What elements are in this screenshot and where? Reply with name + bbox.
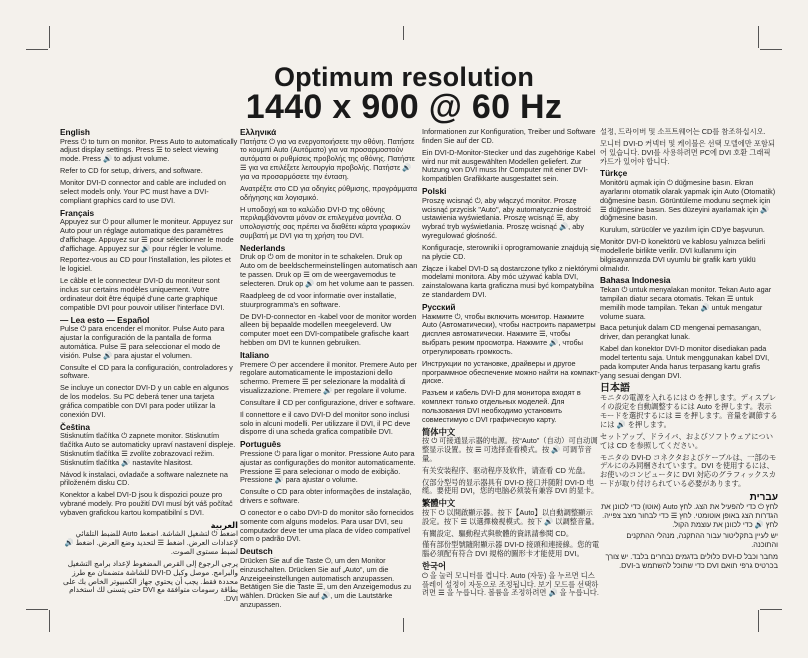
section-heading: Italiano <box>240 349 270 360</box>
paragraph: לחץ ⏻ כדי להפעיל את הצג. לחץ Auto (אוטו) כדי לכוונן את הגדרות הצג באופן אוטומטי. לחץ ☰ כדי לבחור מצב צפייה. לחץ 🔊 כדי לכוונן את עוצמת הקול. <box>601 501 778 529</box>
crop-mark-top-right <box>758 26 759 48</box>
paragraph: Le câble et le connecteur DVI-D du moniteur sont inclus sur certains modèles uniquement. Votre ordinateur doit être équipé d'une carte graphique compatible DVI pour pouvoir utiliser l'interface DVI. <box>60 276 225 312</box>
paragraph: セットアップ、ドライバ、およびソフトウェアについては CD を参照してください。 <box>600 431 774 450</box>
paragraph: Raadpleeg de cd voor informatie over installatie, stuurprogramma's en software. <box>240 290 397 309</box>
paragraph: Ein DVI-D-Monitor-Stecker und das zugehörige Kabel wird nur mit ausgewählten Modellen geliefert. Zur Nutzung von DVI muss Ihr Computer mit einer DVI-kompatiblen Grafikkarte ausgestattet sein. <box>422 147 596 184</box>
paragraph: 설정, 드라이버 및 소프트웨어는 CD를 참조하십시오. <box>600 128 766 136</box>
section-heading: Polski <box>422 186 447 197</box>
paragraph: Baca petunjuk dalam CD mengenai pemasangan, driver, dan perangkat lunak. <box>600 323 762 342</box>
section-heading: 繁體中文 <box>422 498 456 509</box>
paragraph: モニタの DVI-D コネクタおよびケーブルは、一部のモデルにのみ同梱されています。DVI を使用するには、お使いのコンピュータに DVI 対応のグラフィックスカードが取り付けられている必要があります。 <box>600 452 777 489</box>
paragraph: Kurulum, sürücüler ve yazılım için CD'ye başvurun. <box>600 225 765 235</box>
section-heading: العربية <box>210 519 238 530</box>
paragraph: ⏻ 을 눌러 모니터를 켭니다. Auto (자동) 을 누르면 디스플레이 설정이 자동으로 조정됩니다. 보기 모드를 선택하려면 ☰ 을 누릅니다. 볼륨을 조정하려면 🔊 을 누릅니다. <box>422 570 599 598</box>
column-3 <box>422 128 600 648</box>
paragraph: De DVI-D-connector en -kabel voor de monitor worden alleen bij bepaalde modellen meegeleverd. Uw computer moet een DVI-compatibele grafische kaart hebben om DVI te kunnen gebruiken. <box>240 311 417 348</box>
paragraph: Návod k instalaci, ovladače a software naleznete na přiloženém disku CD. <box>60 469 228 488</box>
paragraph: Informationen zur Konfiguration, Treiber und Software finden Sie auf der CD. <box>422 128 596 145</box>
paragraph: Il connettore e il cavo DVI-D del monitor sono inclusi solo in alcuni modelli. Per utilizzare il DVI, il PC deve disporre di una scheda grafica compatibile DVI. <box>240 409 411 437</box>
crop-mark-top-left <box>49 26 50 48</box>
paragraph: モニタの電源を入れるには ⏻ を押します。ディスプレイの設定を自動調整するには Auto を押します。表示モードを選択するには ☰ を押します。音量を調節するには 🔊 を押します。 <box>600 393 778 429</box>
paragraph: Monitör DVI-D konektörü ve kablosu yalnızca belirli modellerle birlikte verilir. DVI kullanımı için bilgisayarınızda DVI uyumlu bir grafik kartı yüklü olmalıdır. <box>600 237 766 273</box>
paragraph: Πατήστε ⏻ για να ενεργοποιήσετε την οθόνη. Πατήστε το κουμπί Auto (Αυτόματο) για να προσαρμοστούν αυτόματα οι ρυθμίσεις προβολής της οθόνης. Πατήστε ☰ για να επιλέξετε λειτουργία προβολής. Πατήστε 🔊 για να προσαρμόσετε την ένταση. <box>240 136 415 181</box>
section-heading: Čeština <box>60 421 90 432</box>
crop-mark-bottom-left-h <box>26 609 48 610</box>
paragraph: 有關設定、驅動程式與軟體的資訊請參閱 CD。 <box>422 528 574 538</box>
paragraph: يرجى الرجوع إلى القرص المضغوط لإعداد برامج التشغيل والبرامج. موصل وكبل DVI-D للشاشة متضمنان مع طرز محددة فقط. يجب أن يحتوي جهاز الكمبيوتر الخاص بك على بطاقة رسومات متوافقة مع DVI حتى يتسنى لك استخدام DVI. <box>62 558 238 604</box>
paragraph: Ανατρέξτε στο CD για οδηγίες ρύθμισης, προγράμματα οδήγησης και λογισμικό. <box>240 183 418 202</box>
paragraph: Press ⏻ to turn on monitor. Press Auto to automatically adjust display settings. Press ☰ to select viewing mode. Press 🔊 to adjust volume. <box>60 136 238 164</box>
paragraph: Stisknutím tlačítka ⏻ zapnete monitor. Stisknutím tlačítka Auto se automaticky upraví nastavení displeje. Stisknutím tlačítka ☰ zvolíte zobrazovací režim. Stisknutím tlačítka 🔊 nastavíte hlasitost. <box>60 431 236 467</box>
column-1 <box>60 128 238 648</box>
section-heading: English <box>60 128 90 137</box>
crop-mark-bottom-left <box>49 610 50 632</box>
section-heading: Français <box>60 207 95 218</box>
paragraph: 모니터 DVI-D 커넥터 및 케이블은 선택 모델에만 포함되어 있습니다. DVI를 사용하려면 PC에 DVI 호환 그래픽 카드가 있어야 합니다. <box>600 138 776 166</box>
paragraph: Разъем и кабель DVI-D для монитора входят в комплект только отдельных моделей. Для пользования DVI необходимо установить совместимую с DVI графическую карту. <box>422 388 581 424</box>
paragraph: Pulse ⏻ para encender el monitor. Pulse Auto para ajustar la configuración de la pantalla de forma automática. Pulse ☰ para seleccionar el modo de visión. Pulse 🔊 para ajustar el volumen. <box>60 324 225 360</box>
paragraph: 有关安装程序、驱动程序及软件，请查看 CD 光盘。 <box>422 465 590 475</box>
paragraph: Monitörü açmak için ⏻ düğmesine basın. Ekran ayarlarını otomatik olarak yapmak için Auto (Otomatik) düğmesine basın. Görüntüleme modunu seçmek için ☰ düğmesine basın. Ses düzeyini ayarlamak için 🔊 düğmesine basın. <box>600 177 776 223</box>
paragraph: Инструкции по установке, драйверы и другое программное обеспечение можно найти на компакт-диске. <box>422 358 600 386</box>
paragraph: Premere ⏻ per accendere il monitor. Premere Auto per regolare automaticamente le impostazioni dello schermo. Premere ☰ per selezionare la modalità di visualizzazione. Premere 🔊 per regolare il volume. <box>240 359 417 396</box>
paragraph: 仅部分型号的显示器具有 DVI-D 接口并随附 DVI-D 电缆。要使用 DVI，您的电脑必须装有兼容 DVI 的显卡。 <box>422 477 599 496</box>
section-heading: 简体中文 <box>422 426 456 437</box>
paragraph: Consulte o CD para obter informações de instalação, drivers e software. <box>240 487 412 506</box>
section-heading: 日本語 <box>600 383 630 395</box>
paragraph: מחבר וכבל DVI-D כלולים בדגמים נבחרים בלבד. יש צורך בכרטיס גרפי תואם DVI כדי שתוכל להשתמש ב-DVI. <box>605 552 778 570</box>
paragraph: Konektor a kabel DVI-D jsou k dispozici pouze pro vybrané modely. Pro použití DVI musí být váš počítač vybaven grafickou kartou kompatibilní s DVI. <box>60 490 233 517</box>
paragraph: 僅有部份型號隨附顯示器 DVI-D 接頭和連接線。您的電腦必須配有符合 DVI 規格的圖形卡才能使用 DVI。 <box>422 540 600 559</box>
crop-mark-top-right-h <box>760 49 782 50</box>
paragraph: Monitor DVI-D connector and cable are included on select models only. Your PC must have a DVI-compliant graphics card to use DVI. <box>60 177 226 205</box>
crop-mark-top-left-h <box>26 49 48 50</box>
paragraph: 按下 ⏻ 以開啟顯示器。按下【Auto】以自動調整顯示設定。按下 ☰ 以選擇檢視模式。按下 🔊 以調整音量。 <box>422 507 599 526</box>
paragraph: Konfiguracje, sterowniki i oprogramowanie znajdują się na płycie CD. <box>422 242 600 261</box>
paragraph: Η υποδοχή και το καλώδιο DVI-D της οθόνης περιλαμβάνονται μόνον σε επιλεγμένα μοντέλα. Ο υπολογιστής σας πρέπει να διαθέτει κάρτα γραφικών συμβατή με DVI για τη χρήση του DVI. <box>240 204 411 241</box>
paragraph: Złącze i kabel DVI-D są dostarczone tylko z niektórymi modelami monitora. Aby móc używać kabla DVI, zainstalowana karta graficzna musi być kompatybilna ze standardem DVI. <box>422 263 598 300</box>
paragraph: Kabel dan konektor DVI-D monitor disediakan pada model tertentu saja. Untuk menggunakan kabel DVI, pada komputer Anda harus terpasang kartu grafis yang sesuai dengan DVI. <box>600 344 770 380</box>
paragraph: Drücken Sie auf die Taste ⏻, um den Monitor einzuschalten. Drücken Sie auf „Auto“, um die Anzeigeeinstellungen automatisch anzupassen. Betätigen Sie die Taste ☰, um den Anzeigemodus zu wählen. Drücken Sie auf 🔊, um die Lautstärke anzupassen. <box>240 555 412 610</box>
paragraph: Нажмите ⏻, чтобы включить монитор. Нажмите Auto (Автоматически), чтобы настроить параметры дисплея автоматически. Нажмите ☰, чтобы выбрать режим просмотра. Нажмите 🔊, чтобы отрегулировать громкость. <box>422 311 596 356</box>
column-2 <box>240 128 418 648</box>
section-heading: Русский <box>422 301 456 312</box>
paragraph: Se incluye un conector DVI-D y un cable en algunos de los modelos. Su PC deberá tener una tarjeta gráfica compatible con DVI para poder utilizar la conexión DVI. <box>60 383 229 419</box>
section-heading: Nederlands <box>240 242 286 253</box>
section-heading: 한국어 <box>422 561 447 572</box>
section-heading: — Lea esto — Español <box>60 314 150 325</box>
page-title: Optimum resolution <box>273 62 535 92</box>
paragraph: O conector e o cabo DVI-D do monitor são fornecidos somente com alguns modelos. Para usar DVI, seu computador deve ter uma placa de vídeo compatível com o padrão DVI. <box>240 507 414 544</box>
paragraph: Druk op ⏻ om de monitor in te schakelen. Druk op Auto om de beeldschermeinstellingen automatisch aan te passen. Druk op ☰ om de weergavemodus te selecteren. Druk op 🔊 om het volume aan te passen. <box>240 252 418 288</box>
paragraph: 按 ⏻ 可接通显示器的电源。按“Auto”（自动）可自动调整显示设置。按 ☰ 可选择查看模式。按 🔊 可调节音量。 <box>422 436 598 463</box>
paragraph: Appuyez sur ⏻ pour allumer le moniteur. Appuyez sur Auto pour un réglage automatique des paramètres d'affichage. Appuyez sur ☰ pour sélectionner le mode d'affichage. Appuyez sur 🔊 pour régler le volume. <box>60 217 234 253</box>
paragraph: יש לעיין בתקליטור עבור ההתקנה, מנהלי ההתקנים והתוכנה. <box>626 531 778 550</box>
paragraph: Tekan ⏻ untuk menyalakan monitor. Tekan Auto agar tampilan diatur secara otomatis. Tekan ☰ untuk memilih mode tampilan. Tekan 🔊 untuk mengatur volume suara. <box>600 285 772 321</box>
section-heading: עברית <box>749 491 778 503</box>
paragraph: Reportez-vous au CD pour l'installation, les pilotes et le logiciel. <box>60 255 231 274</box>
section-heading: Türkçe <box>600 168 628 179</box>
section-heading: Ελληνικά <box>240 128 277 137</box>
paragraph: اضغط ⏻ لتشغيل الشاشة. اضغط Auto للضبط التلقائي لإعدادات العرض. اضغط ☰ لتحديد وضع العرض. اضغط 🔊 لضبط مستوى الصوت. <box>64 529 238 557</box>
paragraph: Consulte el CD para la configuración, controladores y software. <box>60 362 233 381</box>
center-mark-top <box>403 26 404 40</box>
paragraph: Consultare il CD per configurazione, driver e software. <box>240 397 416 407</box>
paragraph: Pressione ⏻ para ligar o monitor. Pressione Auto para ajustar as configurações do monitor automaticamente. Pressione ☰ para selecionar o modo de exibição. Pressione 🔊 para ajustar o volume. <box>240 448 416 485</box>
section-heading: Português <box>240 439 282 450</box>
section-heading: Deutsch <box>240 546 273 557</box>
paragraph: Proszę wcisnąć ⏻, aby włączyć monitor. Proszę wcisnąć przycisk "Auto", aby automatycznie dostroić ustawienia wyświetlania. Proszę wcisnąć ☰, aby wybrać tryb wyświetlania. Proszę wcisnąć 🔊, aby wyregulować głośność. <box>422 195 592 241</box>
resolution-heading: 1440 x 900 @ 60 Hz <box>245 88 563 126</box>
column-4 <box>600 128 778 648</box>
paragraph: Refer to CD for setup, drivers, and software. <box>60 166 203 176</box>
section-heading: Bahasa Indonesia <box>600 275 671 286</box>
